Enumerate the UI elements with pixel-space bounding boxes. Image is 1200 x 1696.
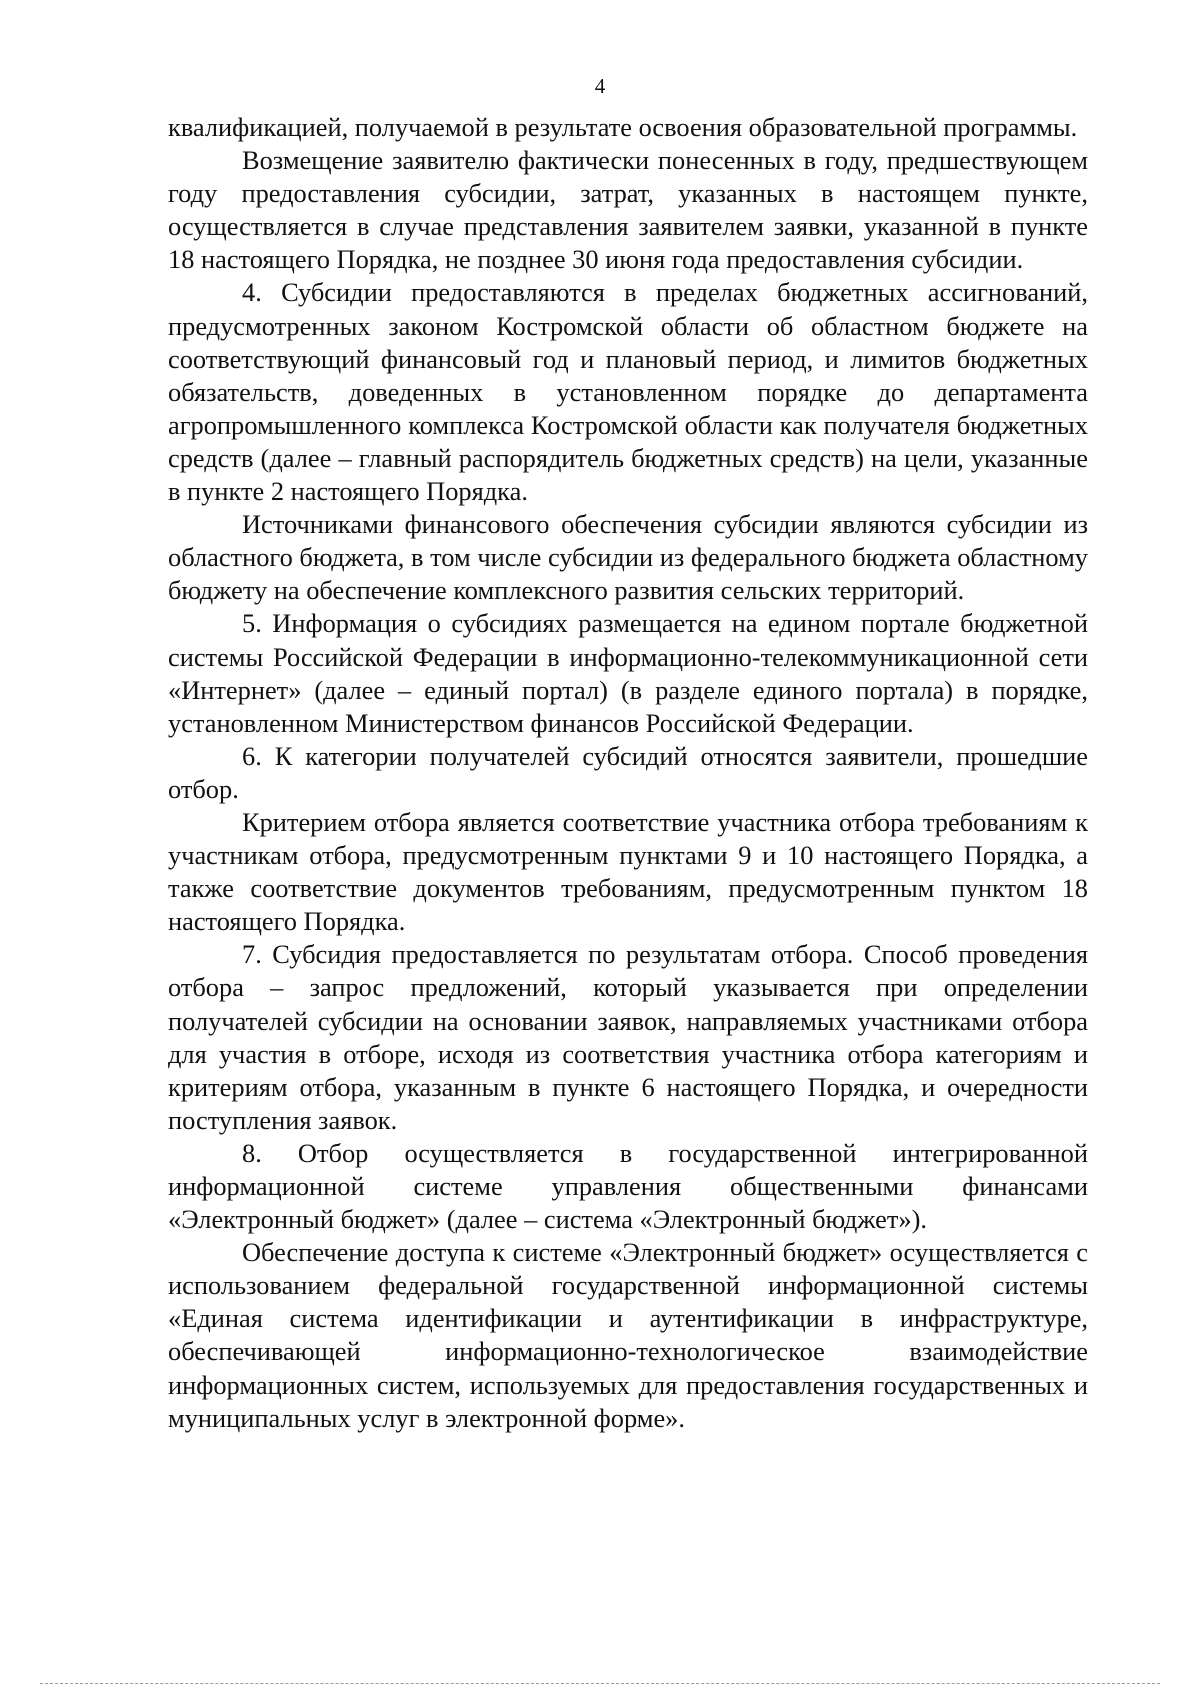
document-body <box>168 111 1088 1435</box>
page-number: 4 <box>594 74 606 98</box>
paragraph-8-electronic-budget: 8. Отбор осуществляется в государственной интегрированной информационной системе управления общественными финансами «Электронный бюджет» (далее – система «Электронный бюджет»). <box>168 1137 1088 1235</box>
paragraph-6-recipient-category: 6. К категории получателей субсидий относятся заявители, прошедшие отбор. <box>168 740 1088 804</box>
paragraph-continuation: квалификацией, получаемой в результате освоения образовательной программы. <box>168 112 1078 142</box>
paragraph-system-access: Обеспечение доступа к системе «Электронный бюджет» осуществляется с использованием федеральной государственной информационной системы «Единая система идентификации и аутентификации в инфраструктуре, обеспечивающей информационно-технологическое взаимодействие информационных систем, используемых для предоставления государственных и муниципальных услуг в электронной форме». <box>168 1237 1088 1433</box>
paragraph-7-selection-method: 7. Субсидия предоставляется по результатам отбора. Способ проведения отбора – запрос предложений, который указывается при определении получателей субсидии на основании заявок, направляемых участниками отбора для участия в отборе, исходя из соответствия участника отбора категориям и критериям отбора, указанным в пункте 6 настоящего Порядка, и очередности поступления заявок. <box>168 939 1088 1135</box>
paragraph-4-budget-limits: 4. Субсидии предоставляются в пределах бюджетных ассигнований, предусмотренных законом Костромской области об областном бюджете на соответствующий финансовый год и плановый период, и лимитов бюджетных обязательств, доведенных в установленном порядке до департамента агропромышленного комплекса Костромской области как получателя бюджетных средств (далее – главный распорядитель бюджетных средств) на цели, указанные в пункте 2 настоящего Порядка. <box>168 277 1088 507</box>
paragraph-reimbursement: Возмещение заявителю фактически понесенных в году, предшествующем году предоставления субсидии, затрат, указанных в настоящем пункте, осуществляется в случае представления заявителем заявки, указанной в пункте 18 настоящего Порядка, не позднее 30 июня года предоставления субсидии. <box>168 145 1088 275</box>
paragraph-5-portal-info: 5. Информация о субсидиях размещается на едином портале бюджетной системы Российской Федерации в информационно-телекоммуникационной сети «Интернет» (далее – единый портал) (в разделе единого портала) в порядке, установленном Министерством финансов Российской Федерации. <box>168 608 1088 738</box>
page-bottom-divider <box>40 1683 1160 1684</box>
paragraph-selection-criterion: Критерием отбора является соответствие участника отбора требованиям к участникам отбора, предусмотренным пунктами 9 и 10 настоящего Порядка, а также соответствие документов требованиям, предусмотренным пунктом 18 настоящего Порядка. <box>168 806 1088 937</box>
paragraph-funding-sources: Источниками финансового обеспечения субсидии являются субсидии из областного бюджета, в том числе субсидии из федерального бюджета областному бюджету на обеспечение комплексного развития сельских территорий. <box>168 509 1088 606</box>
